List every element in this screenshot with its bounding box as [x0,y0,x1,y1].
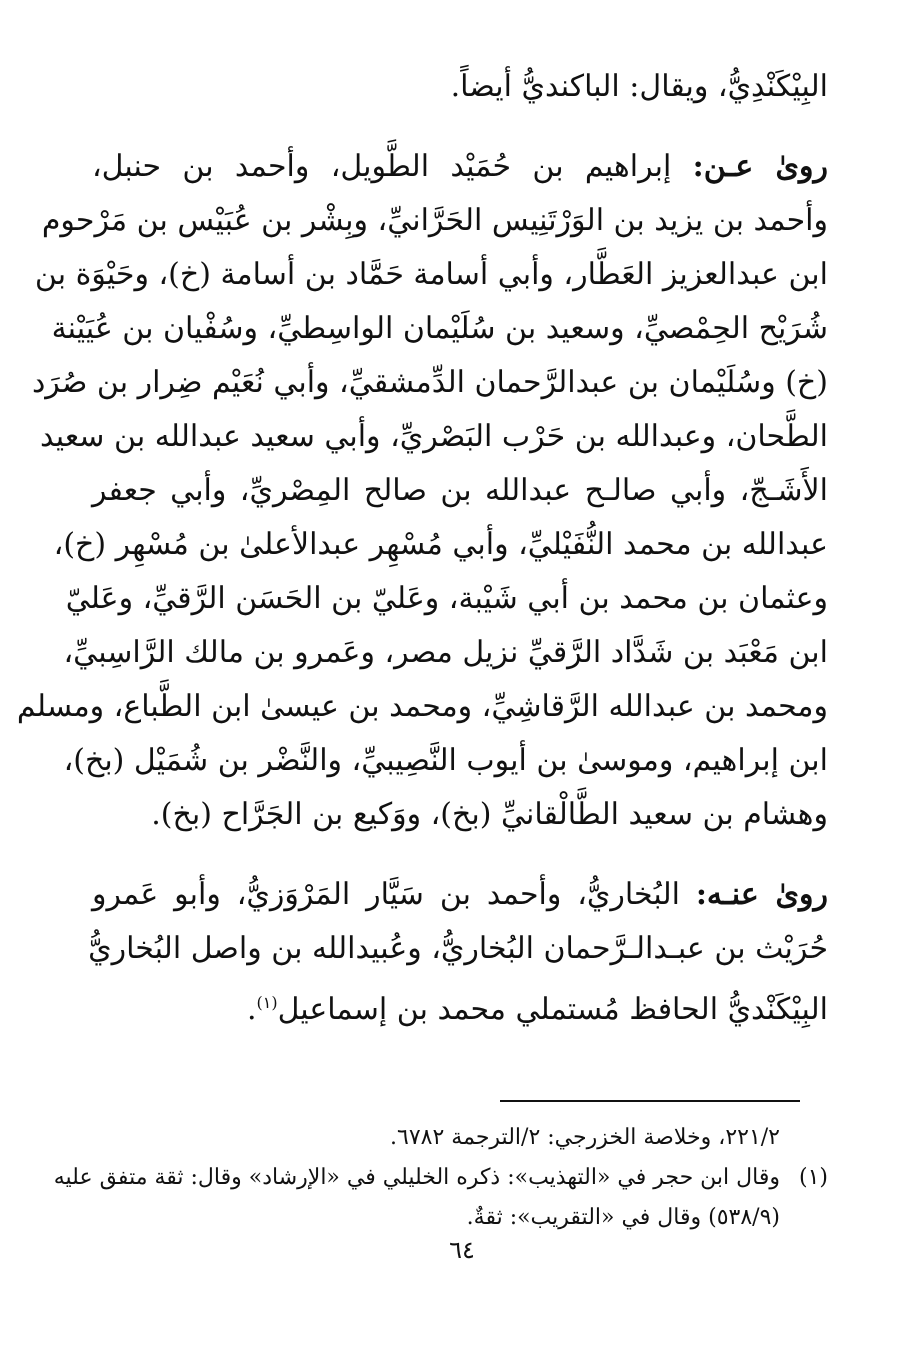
narrated-from-line: عبدالله بن محمد النُّفَيْليِّ، وأبي مُسْهِر عبدالأعلىٰ بن مُسْهِر (خ)، [53,527,828,562]
footnote-1-number: (١) [798,1165,828,1190]
narrated-from-line: الطَّحان، وعبدالله بن حَرْب البَصْريِّ، وأبي سعيد عبدالله بن سعيد [40,419,828,454]
footnote-carryover-line: ٢٢١/٢، وخلاصة الخزرجي: ٢/الترجمة ٦٧٨٢. [390,1125,780,1150]
narrated-from-line: ومحمد بن عبدالله الرَّقاشِيِّ، ومحمد بن عيسىٰ ابن الطَّباع، ومسلم [16,689,828,724]
footnote-divider [500,1100,800,1102]
narrated-from-line: شُرَيْح الحِمْصيِّ، وسعيد بن سُلَيْمان الواسِطيِّ، وسُفْيان بن عُيَيْنة [51,311,828,346]
narrated-by-first-line [92,868,828,922]
paragraph-gap [92,842,828,868]
narrated-from-line: ابن عبدالعزيز العَطَّار، وأبي أسامة حَمَّاد بن أسامة (خ)، وحَيْوَة بن [34,257,828,292]
narrated-from-label: روىٰ عـن: [692,149,828,184]
narrated-from-first-line [92,140,828,194]
narrated-from-last-line: وهشام بن سعيد الطَّالْقانيِّ (بخ)، ووَكيع بن الجَرَّاح (بخ). [151,797,828,832]
narrated-by-line: حُرَيْث بن عبـدالـرَّحمان البُخاريُّ، وعُبيدالله بن واصل البُخاريُّ [88,931,828,966]
narrated-from-line: ابن إبراهيم، وموسىٰ بن أيوب النَّصِيبيِّ، والنَّضْر بن شُمَيْل (بخ)، [63,743,828,778]
narrated-by-last-line [92,976,828,1030]
intro-line: البِيْكَنْدِيُّ، ويقال: الباكنديُّ أيضاً. [450,69,828,104]
footnote-1-text: وقال ابن حجر في «التهذيب»: ذكره الخليلي في «الإرشاد» وقال: ثقة متفق عليه [53,1165,780,1190]
narrated-from-line: وعثمان بن محمد بن أبي شَيْبة، وعَليّ بن الحَسَن الرَّقيِّ، وعَليّ [65,581,828,616]
narrated-from-first-line-text: إبراهيم بن حُمَيْد الطَّويل، وأحمد بن حنبل، [92,149,672,184]
footnotes-section [53,1118,828,1238]
narrated-from-line: وأحمد بن يزيد بن الوَرْتَنِيس الحَرَّانيِّ، وبِشْر بن عُبَيْس بن مَرْحوم [41,203,828,238]
footnote-1 [53,1158,828,1198]
footnote-1-continuation: (٥٣٨/٩) وقال في «التقريب»: ثقةٌ. [466,1205,780,1230]
narrated-from-line: الأَشَـجّ، وأبي صالـح عبدالله بن صالح المِصْريِّ، وأبي جعفر [92,473,828,508]
narrated-from-line: ابن مَعْبَد بن شَدَّاد الرَّقيِّ نزيل مصر، وعَمرو بن مالك الرَّاسِبيِّ، [63,635,828,670]
page-number: ٦٤ [449,1236,475,1264]
sentence-end: . [246,992,257,1027]
footnote-marker[interactable]: (١) [256,993,278,1012]
narrated-by-first-line-text: البُخاريُّ، وأحمد بن سَيَّار المَرْوَزيُّ، وأبو عَمرو [92,877,680,912]
paragraph-gap [92,114,828,140]
narrated-by-paragraph [88,868,828,1030]
narrated-from-line: (خ) وسُلَيْمان بن عبدالرَّحمان الدِّمشقيِّ، وأبي نُعَيْم ضِرار بن صُرَد [31,365,828,400]
narrated-by-label: روىٰ عنـه: [695,877,828,912]
narrated-by-last-line-text: البِيْكَنْديُّ الحافظ مُستملي محمد بن إسماعيل [277,992,828,1027]
narrated-from-paragraph [16,140,828,842]
